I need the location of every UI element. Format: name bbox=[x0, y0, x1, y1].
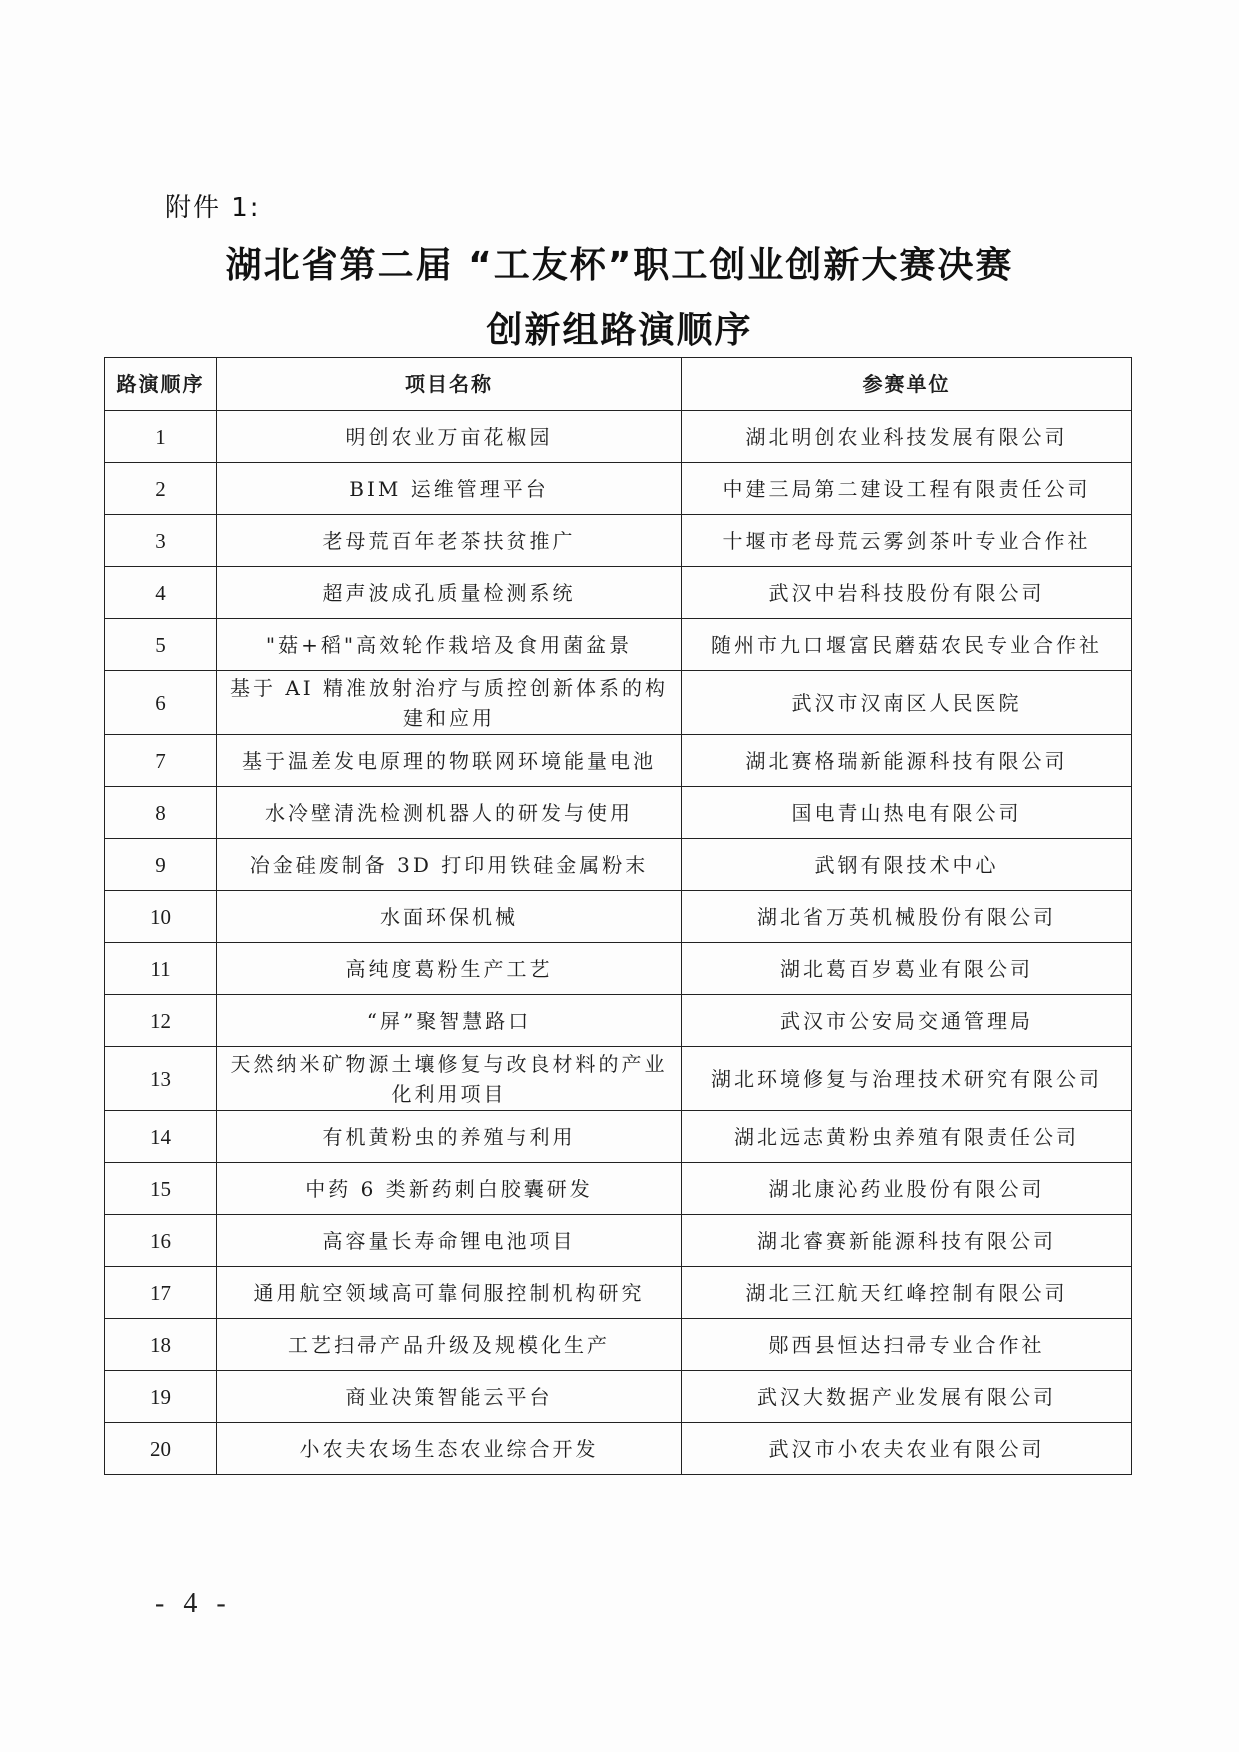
cell-project: 高容量长寿命锂电池项目 bbox=[217, 1215, 682, 1267]
cell-unit: 十堰市老母荒云雾剑茶叶专业合作社 bbox=[682, 515, 1132, 567]
cell-project: 通用航空领域高可靠伺服控制机构研究 bbox=[217, 1267, 682, 1319]
cell-project: 高纯度葛粉生产工艺 bbox=[217, 943, 682, 995]
cell-order: 12 bbox=[105, 995, 217, 1047]
roadshow-order-table bbox=[104, 357, 1132, 1475]
cell-order: 3 bbox=[105, 515, 217, 567]
table-row bbox=[105, 891, 1132, 943]
cell-project: 小农夫农场生态农业综合开发 bbox=[217, 1423, 682, 1475]
cell-order: 9 bbox=[105, 839, 217, 891]
cell-order: 13 bbox=[105, 1047, 217, 1111]
cell-unit: 武汉大数据产业发展有限公司 bbox=[682, 1371, 1132, 1423]
cell-order: 1 bbox=[105, 411, 217, 463]
cell-project: 中药 6 类新药刺白胶囊研发 bbox=[217, 1163, 682, 1215]
cell-order: 7 bbox=[105, 735, 217, 787]
cell-unit: 湖北葛百岁葛业有限公司 bbox=[682, 943, 1132, 995]
table-row bbox=[105, 839, 1132, 891]
table-row bbox=[105, 1423, 1132, 1475]
table-row bbox=[105, 995, 1132, 1047]
document-subtitle: 创新组路演顺序 bbox=[486, 310, 753, 351]
cell-unit: 湖北环境修复与治理技术研究有限公司 bbox=[682, 1047, 1132, 1111]
cell-project: "菇+稻"高效轮作栽培及食用菌盆景 bbox=[217, 619, 682, 671]
document-title: 湖北省第二届 “工友杯”职工创业创新大赛决赛 bbox=[225, 245, 1014, 286]
cell-order: 20 bbox=[105, 1423, 217, 1475]
cell-unit: 湖北睿赛新能源科技有限公司 bbox=[682, 1215, 1132, 1267]
table-row bbox=[105, 463, 1132, 515]
table-row bbox=[105, 1215, 1132, 1267]
header-participating-unit: 参赛单位 bbox=[682, 358, 1132, 411]
cell-project: 基于温差发电原理的物联网环境能量电池 bbox=[217, 735, 682, 787]
cell-project: BIM 运维管理平台 bbox=[217, 463, 682, 515]
cell-project: “屏”聚智慧路口 bbox=[217, 995, 682, 1047]
cell-unit: 湖北康沁药业股份有限公司 bbox=[682, 1163, 1132, 1215]
cell-project: 冶金硅废制备 3D 打印用铁硅金属粉末 bbox=[217, 839, 682, 891]
table-row bbox=[105, 567, 1132, 619]
cell-unit: 国电青山热电有限公司 bbox=[682, 787, 1132, 839]
table-row bbox=[105, 1163, 1132, 1215]
cell-order: 8 bbox=[105, 787, 217, 839]
cell-order: 15 bbox=[105, 1163, 217, 1215]
table-row bbox=[105, 1111, 1132, 1163]
table-row bbox=[105, 671, 1132, 735]
cell-order: 5 bbox=[105, 619, 217, 671]
cell-project: 商业决策智能云平台 bbox=[217, 1371, 682, 1423]
cell-order: 10 bbox=[105, 891, 217, 943]
cell-unit: 武钢有限技术中心 bbox=[682, 839, 1132, 891]
table-header-row bbox=[105, 358, 1132, 411]
attachment-label: 附件 1: bbox=[165, 193, 261, 223]
table-row bbox=[105, 1319, 1132, 1371]
cell-project: 有机黄粉虫的养殖与利用 bbox=[217, 1111, 682, 1163]
cell-unit: 武汉市汉南区人民医院 bbox=[682, 671, 1132, 735]
cell-project: 基于 AI 精准放射治疗与质控创新体系的构建和应用 bbox=[217, 671, 682, 735]
cell-order: 4 bbox=[105, 567, 217, 619]
cell-project: 超声波成孔质量检测系统 bbox=[217, 567, 682, 619]
cell-order: 17 bbox=[105, 1267, 217, 1319]
cell-project: 天然纳米矿物源土壤修复与改良材料的产业化利用项目 bbox=[217, 1047, 682, 1111]
cell-unit: 武汉中岩科技股份有限公司 bbox=[682, 567, 1132, 619]
cell-project: 水面环保机械 bbox=[217, 891, 682, 943]
cell-unit: 中建三局第二建设工程有限责任公司 bbox=[682, 463, 1132, 515]
cell-order: 14 bbox=[105, 1111, 217, 1163]
header-project-name: 项目名称 bbox=[217, 358, 682, 411]
cell-order: 2 bbox=[105, 463, 217, 515]
cell-project: 老母荒百年老茶扶贫推广 bbox=[217, 515, 682, 567]
cell-unit: 郧西县恒达扫帚专业合作社 bbox=[682, 1319, 1132, 1371]
table-row bbox=[105, 411, 1132, 463]
cell-project: 明创农业万亩花椒园 bbox=[217, 411, 682, 463]
cell-unit: 湖北三江航天红峰控制有限公司 bbox=[682, 1267, 1132, 1319]
cell-order: 18 bbox=[105, 1319, 217, 1371]
cell-project: 工艺扫帚产品升级及规模化生产 bbox=[217, 1319, 682, 1371]
page-number: - 4 - bbox=[155, 1588, 232, 1619]
cell-project: 水冷壁清洗检测机器人的研发与使用 bbox=[217, 787, 682, 839]
table-row bbox=[105, 1371, 1132, 1423]
table-row bbox=[105, 515, 1132, 567]
header-order: 路演顺序 bbox=[105, 358, 217, 411]
cell-unit: 湖北远志黄粉虫养殖有限责任公司 bbox=[682, 1111, 1132, 1163]
table-row bbox=[105, 735, 1132, 787]
cell-order: 16 bbox=[105, 1215, 217, 1267]
table-row bbox=[105, 943, 1132, 995]
table-row bbox=[105, 1267, 1132, 1319]
table-row bbox=[105, 619, 1132, 671]
table-row bbox=[105, 787, 1132, 839]
cell-order: 6 bbox=[105, 671, 217, 735]
cell-order: 11 bbox=[105, 943, 217, 995]
cell-order: 19 bbox=[105, 1371, 217, 1423]
cell-unit: 湖北赛格瑞新能源科技有限公司 bbox=[682, 735, 1132, 787]
cell-unit: 湖北省万英机械股份有限公司 bbox=[682, 891, 1132, 943]
cell-unit: 武汉市公安局交通管理局 bbox=[682, 995, 1132, 1047]
cell-unit: 武汉市小农夫农业有限公司 bbox=[682, 1423, 1132, 1475]
cell-unit: 湖北明创农业科技发展有限公司 bbox=[682, 411, 1132, 463]
cell-unit: 随州市九口堰富民蘑菇农民专业合作社 bbox=[682, 619, 1132, 671]
table-row bbox=[105, 1047, 1132, 1111]
